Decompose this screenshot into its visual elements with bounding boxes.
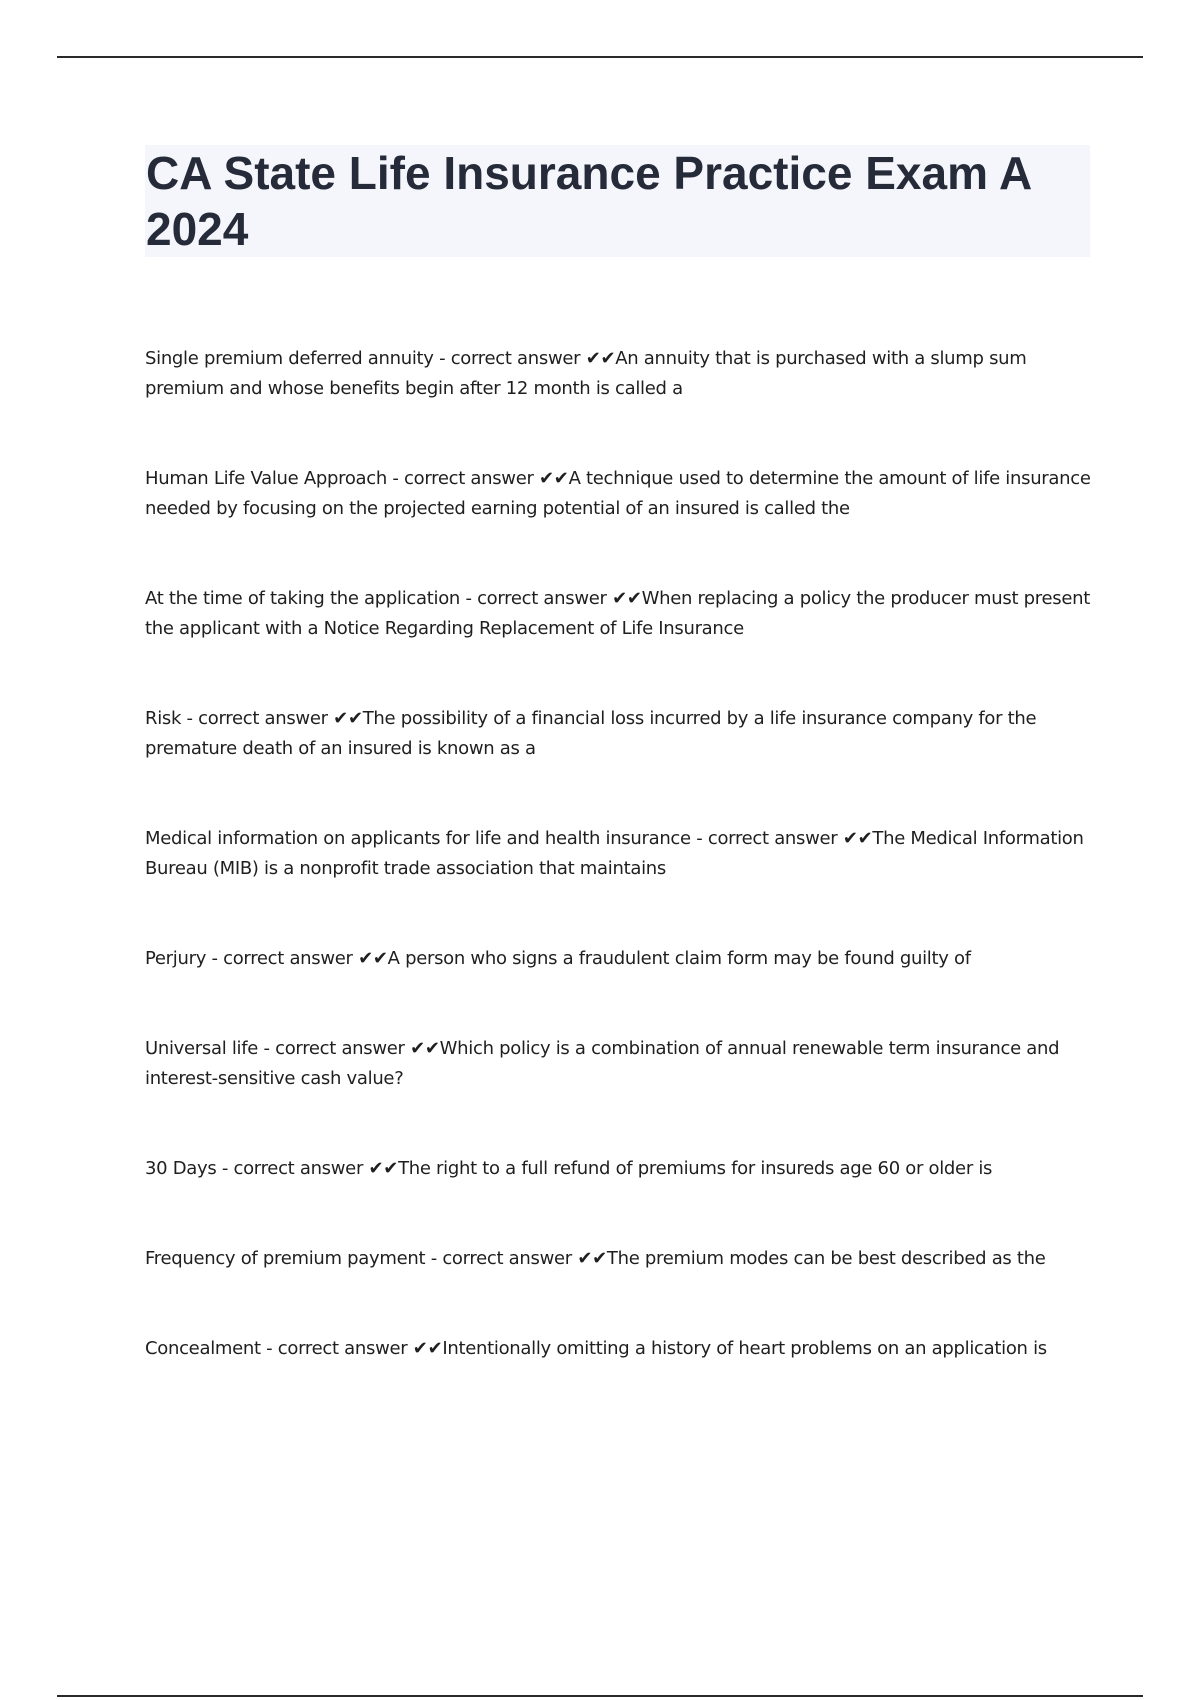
answer-text: Human Life Value Approach [145,468,387,489]
double-check-icon: ✔✔ [412,1338,443,1359]
answer-text: Perjury [145,948,207,969]
top-divider [57,56,1143,58]
separator-text: - correct answer [206,948,359,969]
separator-text: - correct answer [460,588,613,609]
double-check-icon: ✔✔ [612,588,642,609]
answer-text: Universal life [145,1038,259,1059]
separator-text: - correct answer [433,348,586,369]
question-text: When replacing a policy the producer must present the applicant with a Notice Regarding Replacement of Life Insurance [145,588,1090,639]
list-item [145,1334,1095,1364]
double-check-icon: ✔✔ [368,1158,399,1179]
separator-text: - correct answer [181,708,334,729]
page-title: CA State Life Insurance Practice Exam A 2024 [146,147,1031,255]
double-check-icon: ✔✔ [410,1038,440,1059]
question-text: The premium modes can be best described as the [606,1248,1046,1269]
answer-text: Single premium deferred annuity [145,348,434,369]
answer-text: Frequency of premium payment [145,1248,426,1269]
answer-text: Concealment [145,1338,261,1359]
double-check-icon: ✔✔ [333,708,363,729]
double-check-icon: ✔✔ [585,348,616,369]
list-item [145,584,1095,644]
bottom-divider [57,1695,1143,1697]
title-banner [145,145,1090,257]
list-item [145,1154,1095,1184]
list-item [145,464,1095,524]
list-item [145,704,1095,764]
question-text: An annuity that is purchased with a slump sum premium and whose benefits begin after 12 month is called a [145,348,1027,399]
separator-text: - correct answer [216,1158,369,1179]
question-text: Intentionally omitting a history of heart problems on an application is [442,1338,1047,1359]
question-text: The Medical Information Bureau (MIB) is a nonprofit trade association that maintains [145,828,1084,879]
qa-list [145,344,1095,1424]
question-text: A technique used to determine the amount of life insurance needed by focusing on the projected earning potential of an insured is called the [145,468,1091,519]
double-check-icon: ✔✔ [842,828,873,849]
list-item [145,944,1095,974]
separator-text: - correct answer [258,1038,411,1059]
answer-text: Medical information on applicants for life and health insurance [145,828,691,849]
answer-text: At the time of taking the application [145,588,461,609]
question-text: Which policy is a combination of annual renewable term insurance and interest-sensitive cash value? [145,1038,1060,1089]
question-text: The right to a full refund of premiums for insureds age 60 or older is [398,1158,993,1179]
double-check-icon: ✔✔ [358,948,388,969]
question-text: A person who signs a fraudulent claim form may be found guilty of [387,948,971,969]
double-check-icon: ✔✔ [577,1248,607,1269]
list-item [145,1244,1095,1274]
double-check-icon: ✔✔ [539,468,569,489]
separator-text: - correct answer [386,468,540,489]
question-text: The possibility of a financial loss incurred by a life insurance company for the premature death of an insured is known as a [145,708,1037,759]
separator-text: - correct answer [260,1338,413,1359]
separator-text: - correct answer [425,1248,578,1269]
list-item [145,1034,1095,1094]
separator-text: - correct answer [690,828,843,849]
list-item [145,344,1095,404]
answer-text: 30 Days [145,1158,217,1179]
answer-text: Risk [145,708,182,729]
list-item [145,824,1095,884]
